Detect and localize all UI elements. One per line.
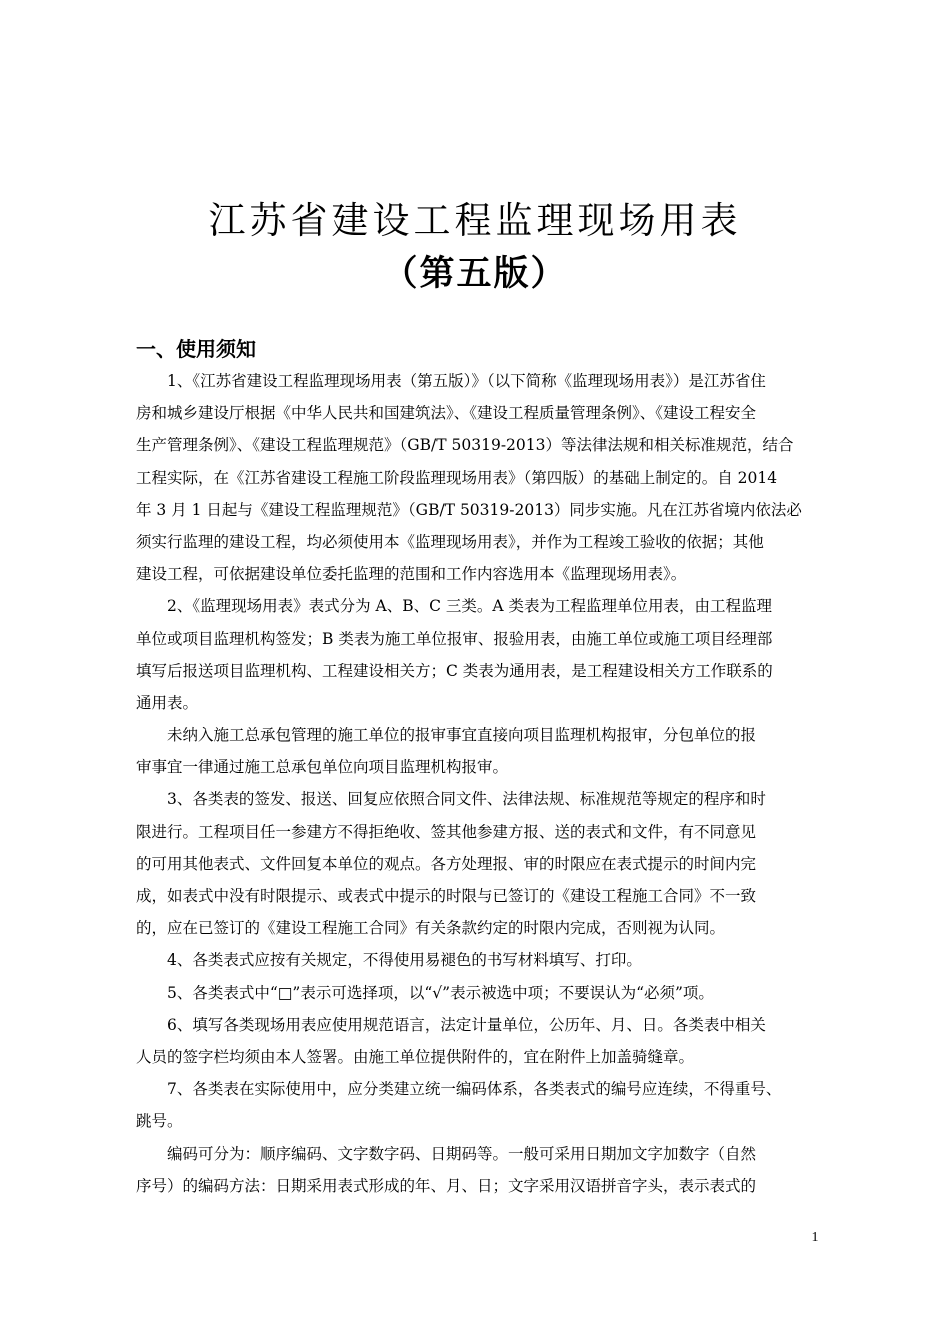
section-heading: 一、使用须知 [136, 337, 256, 361]
paragraph-line: 成，如表式中没有时限提示、或表式中提示的时限与已签订的《建设工程施工合同》不一致 [136, 887, 757, 905]
paragraph-line: 须实行监理的建设工程，均必须使用本《监理现场用表》，并作为工程竣工验收的依据；其他 [136, 532, 764, 551]
paragraph-line: 填写后报送项目监理机构、工程建设相关方；C 类表为通用表，是工程建设相关方工作联系的 [136, 661, 773, 680]
paragraph-line: 人员的签字栏均须由本人签署。由施工单位提供附件的，宜在附件上加盖骑缝章。 [136, 1047, 695, 1066]
paragraph-line: 通用表。 [136, 693, 199, 712]
paragraph-line: 工程实际，在《江苏省建设工程施工阶段监理现场用表》（第四版）的基础上制定的。自 2014 [136, 468, 778, 487]
paragraph-line: 1、《江苏省建设工程监理现场用表（第五版）》（以下简称《监理现场用表》）是江苏省住 [167, 372, 766, 390]
document-title: 江苏省建设工程监理现场用表 [208, 199, 742, 242]
paragraph-line: 编码可分为：顺序编码、文字数字码、日期码等。一般可采用日期加文字加数字（自然 [167, 1144, 757, 1163]
paragraph-line: 序号）的编码方法：日期采用表式形成的年、月、日；文字采用汉语拼音字头，表示表式的 [136, 1176, 757, 1195]
paragraph-line: 生产管理条例》、《建设工程监理规范》（GB/T 50319-2013）等法律法规和相关标准规范，结合 [136, 436, 794, 455]
paragraph-line: 4、各类表式应按有关规定，不得使用易褪色的书写材料填写、打印。 [167, 951, 642, 970]
paragraph-line: 6、填写各类现场用表应使用规范语言，法定计量单位，公历年、月、日。各类表中相关 [167, 1015, 766, 1034]
body-text [136, 365, 856, 1202]
paragraph-line: 的，应在已签订的《建设工程施工合同》有关条款约定的时限内完成，否则视为认同。 [136, 919, 726, 938]
paragraph-line: 限进行。工程项目任一参建方不得拒绝收、签其他参建方报、送的表式和文件，有不同意见 [136, 822, 757, 841]
page-number: 1 [811, 1230, 819, 1245]
paragraph-line: 年 3 月 1 日起与《建设工程监理规范》（GB/T 50319-2013）同步实施。凡在江苏省境内依法必 [136, 500, 802, 519]
paragraph-line: 审事宜一律通过施工总承包单位向项目监理机构报审。 [136, 758, 509, 777]
paragraph-line: 单位或项目监理机构签发；B 类表为施工单位报审、报验用表，由施工单位或施工项目经理部 [136, 629, 773, 648]
document-subtitle: （第五版） [382, 254, 568, 294]
paragraph-line: 2、《监理现场用表》表式分为 A、B、C 三类。A 类表为工程监理单位用表，由工程监理 [167, 597, 773, 616]
paragraph-line: 5、各类表式中“□”表示可选择项，以“√”表示被选中项；不要误认为“必须”项。 [167, 983, 714, 1002]
paragraph-line: 的可用其他表式、文件回复本单位的观点。各方处理报、审的时限应在表式提示的时间内完 [136, 854, 757, 873]
paragraph-line: 房和城乡建设厅根据《中华人民共和国建筑法》、《建设工程质量管理条例》、《建设工程安全 [136, 404, 757, 423]
paragraph-line: 建设工程，可依据建设单位委托监理的范围和工作内容选用本《监理现场用表》。 [136, 565, 687, 584]
paragraph-line: 未纳入施工总承包管理的施工单位的报审事宜直接向项目监理机构报审，分包单位的报 [167, 726, 757, 745]
paragraph-line: 7、各类表在实际使用中，应分类建立统一编码体系，各类表式的编号应连续，不得重号、 [167, 1080, 782, 1099]
paragraph-line: 3、各类表的签发、报送、回复应依照合同文件、法律法规、标准规范等规定的程序和时 [167, 790, 766, 809]
paragraph-line: 跳号。 [136, 1112, 183, 1131]
